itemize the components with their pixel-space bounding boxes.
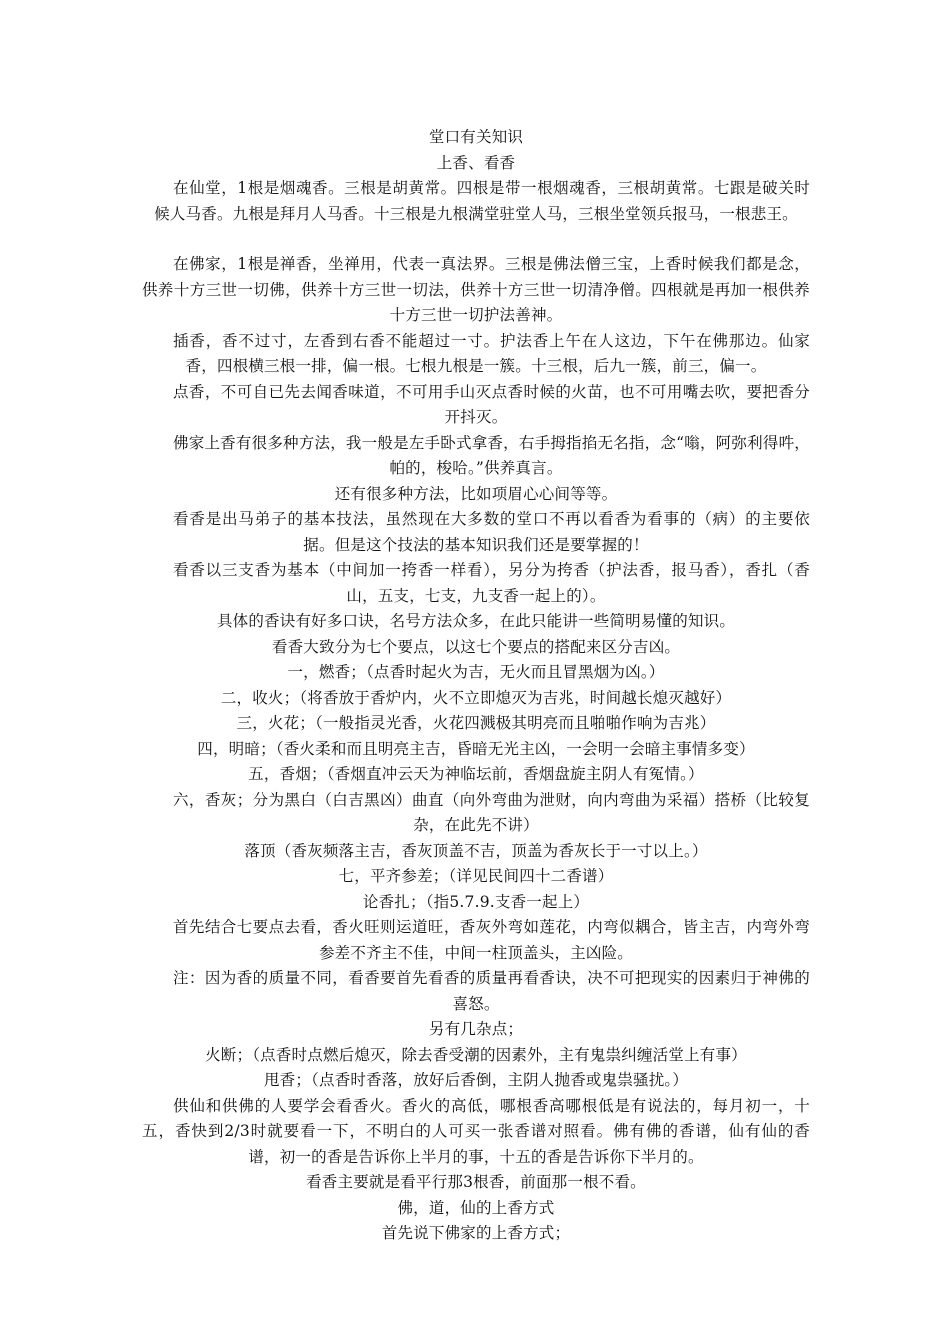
paragraph: 在仙堂，1根是烟魂香。三根是胡黄常。四根是带一根烟魂香，三根胡黄常。七跟是破关时候人马香。九根是拜月人马香。十三根是九根满堂驻堂人马，三根坐堂领兵报马，一根悲王。 — [154, 179, 810, 223]
paragraph: 具体的香诀有好多口诀，名号方法众多，在此只能讲一些简明易懂的知识。 — [216, 612, 736, 630]
list-item: 一，燃香；（点香时起火为吉，无火而且冒黑烟为凶。） — [287, 663, 665, 681]
paragraph: 看香大致分为七个要点，以这七个要点的搭配来区分吉凶。 — [271, 637, 681, 656]
list-item: 五，香烟；（香烟直冲云天为神临坛前，香烟盘旋主阴人有冤情。） — [248, 765, 704, 783]
paragraph: 点香，不可自已先去闻香味道，不可用手山灭点香时候的火苗，也不可用嘴去吹，要把香分开抖灭。 — [173, 382, 810, 426]
paragraph: 插香，香不过寸，左香到右香不能超过一寸。护法香上午在人这边，下午在佛那边。仙家香，四根横三根一排，偏一根。七根九根是一簇。十三根，后九一簇，前三，偏一。 — [173, 331, 810, 375]
list-item: 甩香；（点香时香落，放好后香倒，主阴人抛香或鬼祟骚扰。） — [263, 1071, 689, 1089]
paragraph: 看香主要就是看平行那3根香，前面那一根不看。 — [306, 1173, 646, 1191]
paragraph: 供仙和供佛的人要学会看香火。香火的高低，哪根香高哪根低是有说法的，每月初一，十五，香快到2/3时就要看一下，不明白的人可买一张香谱对照看。佛有佛的香谱，仙有仙的香谱，初一的香是告诉你上半月的事，十五的香是告诉你下半月的。 — [142, 1096, 810, 1166]
document-title: 堂口有关知识 — [428, 128, 524, 146]
list-item: 七，平齐参差；（详见民间四十二香谱） — [338, 867, 614, 885]
blank-line — [142, 227, 810, 252]
paragraph: 看香以三支香为基本（中间加一挎香一样看），另分为挎香（护法香，报马香），香扎（香山，五支，七支，九支香一起上的）。 — [173, 561, 810, 605]
paragraph: 首先结合七要点去看，香火旺则运道旺，香灰外弯如莲花，内弯似耦合，皆主吉，内弯外弯参差不齐主不佳，中间一柱顶盖头，主凶险。 — [173, 918, 810, 962]
list-item: 六，香灰；分为黑白（白吉黑凶）曲直（向外弯曲为泄财，向内弯曲为采福）搭桥（比较复杂，在此先不讲） — [173, 790, 810, 834]
section-heading: 论香扎；（指5.7.9.支香一起上） — [362, 892, 590, 911]
paragraph: 还有很多种方法，比如项眉心心间等等。 — [334, 484, 618, 503]
list-item: 四，明暗；（香火柔和而且明亮主吉，昏暗无光主凶，一会明一会暗主事情多变） — [197, 739, 755, 758]
section-heading: 佛，道，仙的上香方式 — [397, 1198, 555, 1217]
list-item: 火断；（点香时点燃后熄灭，除去香受潮的因素外，主有鬼祟纠缠活堂上有事） — [205, 1045, 747, 1064]
paragraph: 看香是出马弟子的基本技法，虽然现在大多数的堂口不再以看香为看事的（病）的主要依据。但是这个技法的基本知识我们还是要掌握的！ — [173, 510, 810, 554]
section-heading: 首先说下佛家的上香方式； — [381, 1224, 571, 1242]
list-item: 二，收火；（将香放于香炉内，火不立即熄灭为吉兆，时间越长熄灭越好） — [220, 688, 732, 707]
section-heading: 另有几杂点； — [428, 1020, 524, 1038]
section-heading: 上香、看香 — [436, 153, 516, 172]
list-item: 三，火花；（一般指灵光香，火花四溅极其明亮而且啪啪作响为吉兆） — [236, 714, 716, 732]
paragraph: 在佛家，1根是禅香，坐禅用，代表一真法界。三根是佛法僧三宝，上香时候我们都是念，供养十方三世一切佛，供养十方三世一切法，供养十方三世一切清净僧。四根就是再加一根供养十方三世一切护法善神。 — [142, 255, 810, 324]
document-body — [142, 125, 810, 1247]
paragraph: 佛家上香有很多种方法，我一般是左手卧式拿香，右手拇指掐无名指，念“嗡，阿弥利得吽，帕的，梭哈。”供养真言。 — [173, 433, 810, 477]
note-paragraph: 注：因为香的质量不同，看香要首先看香的质量再看香诀，决不可把现实的因素归于神佛的喜怒。 — [173, 969, 810, 1013]
list-item: 落顶（香灰频落主吉，香灰顶盖不吉，顶盖为香灰长于一寸以上。） — [244, 841, 708, 860]
